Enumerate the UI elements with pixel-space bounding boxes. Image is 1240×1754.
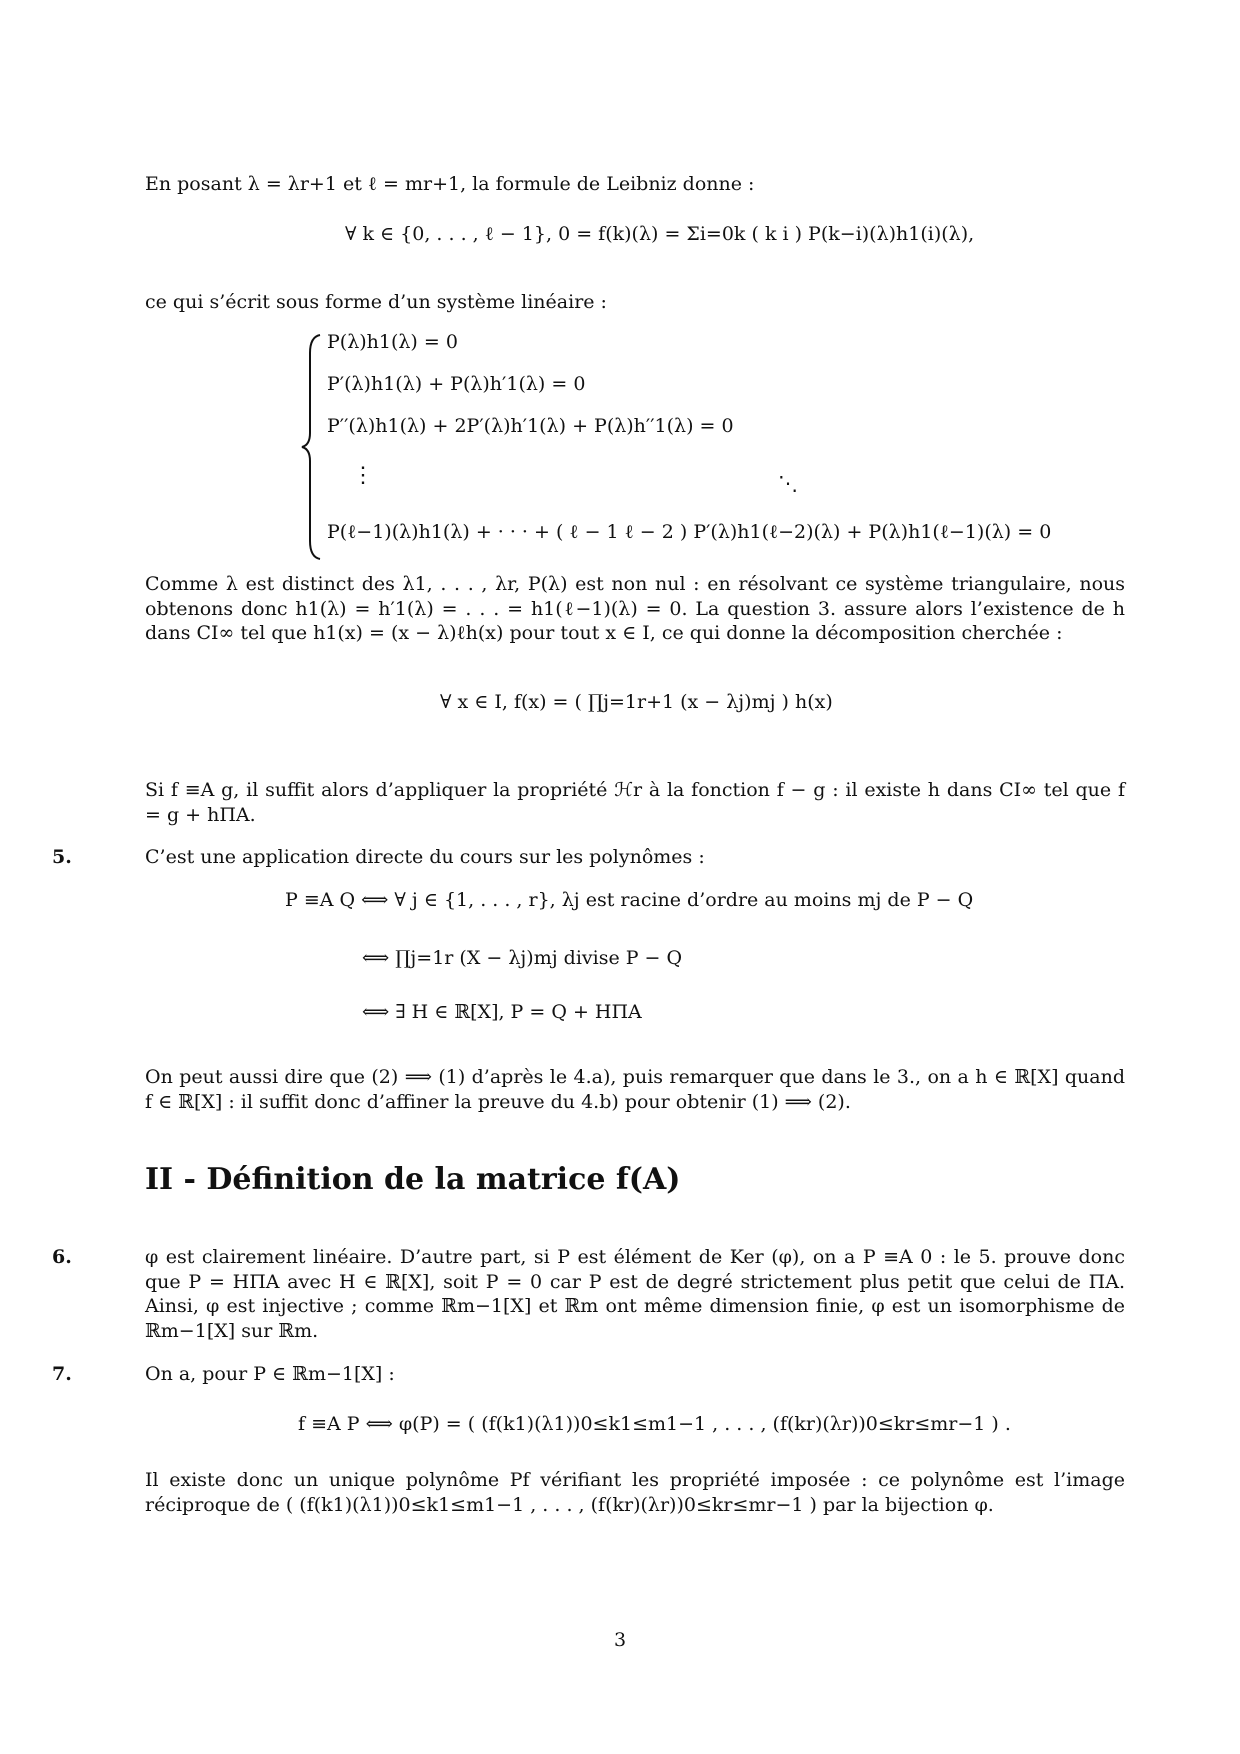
triangular-text: Comme λ est distinct des λ1, . . . , λr, P(λ) est non nul : en résolvant ce système triangulaire, nous obtenons donc h1(λ) = h′1(λ) = . . . = h1(ℓ−1)(λ) = 0. La question 3. assure alors l’existence de h dans CI∞ tel que h1(x) = (x − λ)ℓh(x) pour tout x ∈ I, ce qui donne la décomposition cherchée : bbox=[145, 573, 1125, 645]
system-line-1: P(λ)h1(λ) = 0 bbox=[327, 331, 458, 353]
question-7-number: 7. bbox=[52, 1363, 72, 1385]
section-title: II - Définition de la matrice f(A) bbox=[145, 1162, 681, 1197]
system-line-3: P′′(λ)h1(λ) + 2P′(λ)h′1(λ) + P(λ)h′′1(λ) = 0 bbox=[327, 415, 734, 437]
intro-line: En posant λ = λr+1 et ℓ = mr+1, la formule de Leibniz donne : bbox=[145, 173, 755, 195]
question-6-text: φ est clairement linéaire. D’autre part, si P est élément de Ker (φ), on a P ≡A 0 : le 5. prouve donc que P = HΠA avec H ∈ ℝ[X], soit P = 0 car P est de degré strictement plus petit que celui de ΠA. Ainsi, φ est injective ; comme ℝm−1[X] et ℝm ont même dimension finie, φ est un isomorphisme de ℝm−1[X] sur ℝm. bbox=[145, 1246, 1125, 1343]
diagonal-dots: ⋱ bbox=[778, 471, 798, 495]
system-line-2: P′(λ)h1(λ) + P(λ)h′1(λ) = 0 bbox=[327, 373, 586, 395]
question-7-text: On a, pour P ∈ ℝm−1[X] : bbox=[145, 1363, 395, 1385]
question-5-text: C’est une application directe du cours sur les polynômes : bbox=[145, 846, 705, 868]
question-7-formula: f ≡A P ⟺ φ(P) = ( (f(k1)(λ1))0≤k1≤m1−1 , . . . , (f(kr)(λr))0≤kr≤mr−1 ) . bbox=[298, 1413, 1011, 1435]
question-7-conclusion: Il existe donc un unique polynôme Pf vérifiant les propriété imposée : ce polynôme est l’image réciproque de ( (f(k1)(λ1))0≤k1≤m1−1 , . . . , (f(kr)(λr))0≤kr≤mr−1 ) par la bijection φ. bbox=[145, 1469, 1125, 1516]
left-brace bbox=[300, 333, 324, 561]
equiv-line-3: ⟺ ∃ H ∈ ℝ[X], P = Q + HΠA bbox=[362, 1001, 642, 1023]
triangular-conclusion: Si f ≡A g, il suffit alors d’appliquer la propriété ℋr à la fonction f − g : il existe h dans CI∞ tel que f = g + hΠA. bbox=[145, 779, 1125, 826]
system-line-last: P(ℓ−1)(λ)h1(λ) + · · · + ( ℓ − 1 ℓ − 2 ) P′(λ)h1(ℓ−2)(λ) + P(λ)h1(ℓ−1)(λ) = 0 bbox=[327, 521, 1052, 543]
system-intro: ce qui s’écrit sous forme d’un système linéaire : bbox=[145, 291, 607, 313]
equiv-line-1: P ≡A Q ⟺ ∀ j ∈ {1, . . . , r}, λj est racine d’ordre au moins mj de P − Q bbox=[285, 889, 974, 911]
equiv-line-2: ⟺ ∏j=1r (X − λj)mj divise P − Q bbox=[362, 947, 683, 969]
page-number: 3 bbox=[613, 1629, 627, 1651]
question-5-remark: On peut aussi dire que (2) ⟹ (1) d’après le 4.a), puis remarquer que dans le 3., on a h ∈ ℝ[X] quand f ∈ ℝ[X] : il suffit donc d’affiner la preuve du 4.b) pour obtenir (1) ⟹ (2). bbox=[145, 1066, 1125, 1113]
decomposition-formula: ∀ x ∈ I, f(x) = ( ∏j=1r+1 (x − λj)mj ) h(x) bbox=[440, 691, 833, 713]
leibniz-formula: ∀ k ∈ {0, . . . , ℓ − 1}, 0 = f(k)(λ) = Σi=0k ( k i ) P(k−i)(λ)h1(i)(λ), bbox=[345, 223, 975, 245]
vertical-dots: ⋮ bbox=[352, 463, 374, 488]
question-6-number: 6. bbox=[52, 1246, 72, 1268]
question-5-number: 5. bbox=[52, 846, 72, 868]
